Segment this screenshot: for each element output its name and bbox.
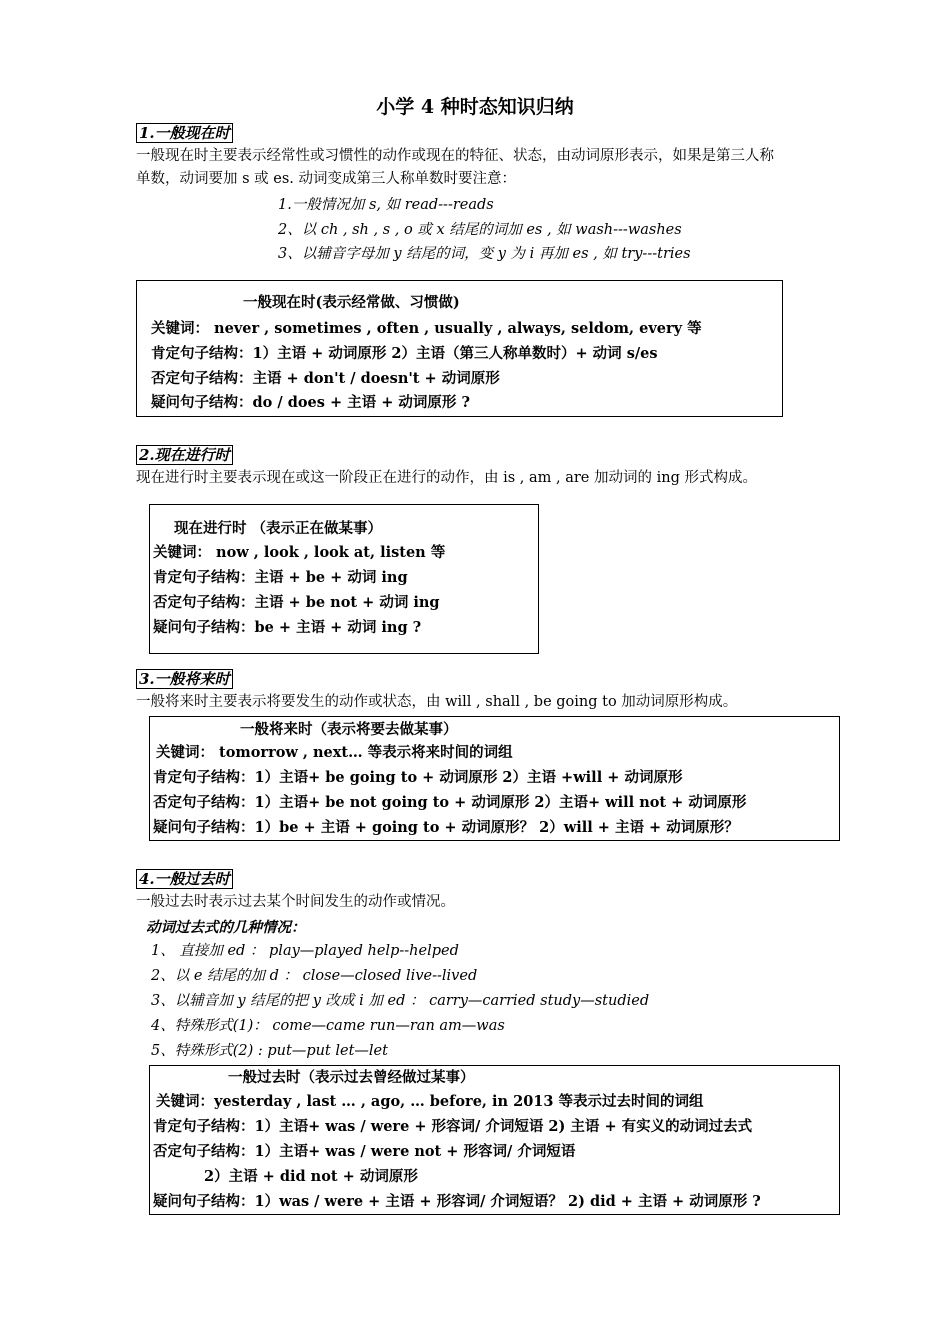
paragraph-line: 一般将来时主要表示将要发生的动作或状态，由 will , shall , be going to 加动词原形构成。 — [136, 694, 738, 710]
box-negative: 否定句子结构：1）主语+ be not going to + 动词原形 2）主语+ will not + 动词原形 — [153, 794, 747, 811]
page-title: 小学 4 种时态知识归纳 — [376, 96, 574, 118]
summary-box-simple-present — [136, 280, 783, 417]
rule-item: 3、以辅音字母加 y 结尾的词，变 y 为 i 再加 es , 如 try---tries — [278, 246, 691, 262]
rule-item: 1.一般情况加 s, 如 read---reads — [278, 197, 494, 213]
summary-box-simple-future — [149, 716, 840, 841]
box-keywords: 关键词： never , sometimes , often , usually , always, seldom, every 等 — [151, 320, 702, 337]
box-question: 疑问句子结构：1）be + 主语 + going to + 动词原形？ 2）will + 主语 + 动词原形？ — [153, 819, 739, 836]
rule-item: 4、特殊形式(1)： come—came run—ran am—was — [151, 1018, 505, 1034]
box-title: 一般现在时(表示经常做、习惯做) — [243, 294, 460, 311]
section-heading-present-continuous: 2.现在进行时 — [136, 445, 233, 465]
section-heading-simple-future: 3.一般将来时 — [136, 669, 233, 689]
rule-item: 1、 直接加 ed ： play—played help--helped — [151, 943, 459, 959]
box-keywords: 关键词： now , look , look at, listen 等 — [153, 544, 446, 561]
summary-box-simple-past — [149, 1065, 840, 1215]
box-positive: 肯定句子结构：1）主语+ was / were + 形容词/ 介词短语 2) 主语 + 有实义的动词过去式 — [153, 1118, 753, 1135]
box-negative-continued: 2）主语 + did not + 动词原形 — [204, 1168, 418, 1185]
subheading: 动词过去式的几种情况： — [146, 919, 306, 936]
box-keywords: 关键词：yesterday , last … , ago, … before, in 2013 等表示过去时间的词组 — [156, 1093, 704, 1110]
paragraph-line: 一般现在时主要表示经常性或习惯性的动作或现在的特征、状态，由动词原形表示，如果是第三人称 — [136, 148, 774, 164]
rule-item: 2、以 ch , sh , s , o 或 x 结尾的词加 es , 如 wash---washes — [278, 222, 682, 238]
box-title: 现在进行时 （表示正在做某事） — [174, 520, 383, 537]
section-heading-simple-past: 4.一般过去时 — [136, 869, 233, 889]
section-heading-simple-present: 1.一般现在时 — [136, 123, 233, 143]
box-positive: 肯定句子结构：1）主语+ be going to + 动词原形 2）主语 +will + 动词原形 — [153, 769, 683, 786]
rule-item: 5、特殊形式(2) : put—put let—let — [151, 1043, 388, 1059]
box-question: 疑问句子结构：be + 主语 + 动词 ing ? — [153, 619, 422, 636]
paragraph-line: 现在进行时主要表示现在或这一阶段正在进行的动作，由 is , am , are 加动词的 ing 形式构成。 — [136, 470, 757, 486]
paragraph-line: 一般过去时表示过去某个时间发生的动作或情况。 — [136, 894, 455, 910]
rule-item: 2、以 e 结尾的加 d ： close—closed live--lived — [151, 968, 478, 984]
box-title: 一般将来时（表示将要去做某事） — [240, 721, 458, 738]
box-title: 一般过去时（表示过去曾经做过某事） — [228, 1069, 475, 1086]
box-positive: 肯定句子结构：主语 + be + 动词 ing — [153, 569, 408, 586]
box-question: 疑问句子结构：do / does + 主语 + 动词原形 ? — [151, 394, 470, 411]
rule-item: 3、以辅音加 y 结尾的把 y 改成 i 加 ed ： carry—carried study—studied — [151, 993, 650, 1009]
box-negative: 否定句子结构：主语 + don't / doesn't + 动词原形 — [151, 370, 500, 387]
box-keywords: 关键词： tomorrow , next… 等表示将来时间的词组 — [156, 744, 513, 761]
box-negative: 否定句子结构：主语 + be not + 动词 ing — [153, 594, 440, 611]
paragraph-line: 单数，动词要加 s 或 es. 动词变成第三人称单数时要注意： — [136, 171, 517, 187]
box-negative: 否定句子结构：1）主语+ was / were not + 形容词/ 介词短语 — [153, 1143, 576, 1160]
box-question: 疑问句子结构：1）was / were + 主语 + 形容词/ 介词短语？ 2) did + 主语 + 动词原形 ? — [153, 1193, 761, 1210]
box-positive: 肯定句子结构：1）主语 + 动词原形 2）主语（第三人称单数时）+ 动词 s/es — [151, 345, 658, 362]
summary-box-present-continuous — [149, 504, 539, 654]
